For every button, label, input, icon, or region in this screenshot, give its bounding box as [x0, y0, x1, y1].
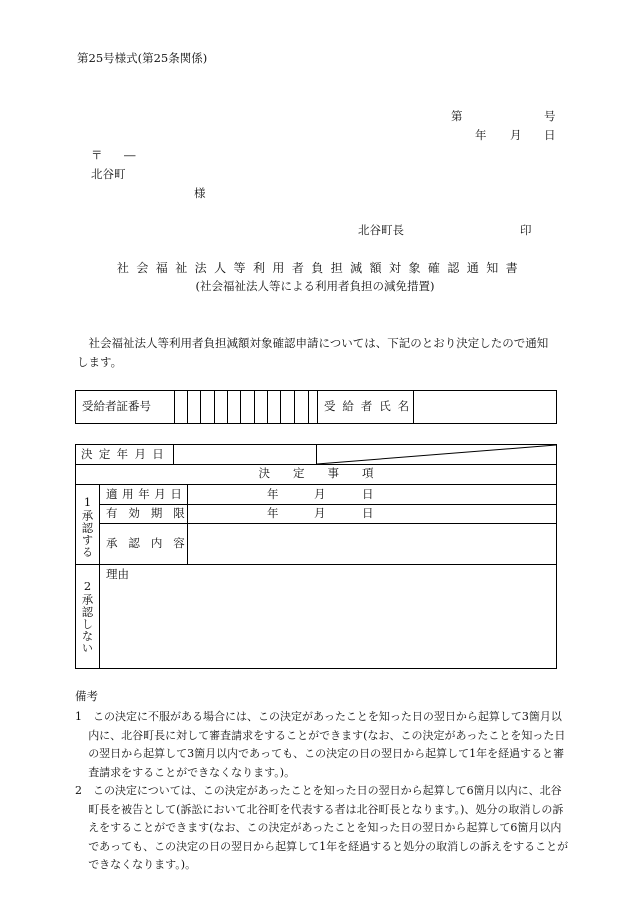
valid-month: 月 [314, 506, 326, 520]
remarks-heading: 備考 [75, 689, 98, 703]
cell-divider [99, 485, 100, 668]
digit-divider [280, 391, 281, 423]
cell-divider [413, 391, 414, 423]
row-divider [76, 564, 556, 565]
digit-divider [254, 391, 255, 423]
digit-divider [308, 391, 309, 423]
recipient-number-label: 受給者証番号 [82, 399, 151, 413]
date-year: 年 [475, 128, 487, 142]
date-month: 月 [510, 128, 522, 142]
row-divider [76, 464, 556, 465]
body-text: 社会福祉法人等利用者負担減額対象確認申請については、下記のとおり決定したので通知します。 [77, 336, 549, 369]
cell-divider [173, 445, 174, 465]
row-divider [99, 504, 556, 505]
recipient-name-label: 受給者氏名 [324, 399, 416, 413]
approval-content-label: 承認内容 [106, 536, 196, 550]
reason-label: 理由 [106, 567, 129, 581]
applicable-date-label: 適用年月日 [106, 487, 187, 501]
applicable-year: 年 [267, 487, 279, 501]
valid-year: 年 [267, 506, 279, 520]
digit-divider [240, 391, 241, 423]
date-day: 日 [544, 128, 556, 142]
honorific: 様 [194, 186, 206, 200]
decision-items-label: 決 定 事 項 [258, 466, 374, 480]
postal-mark: 〒 [91, 148, 103, 162]
document-title: 社会福祉法人等利用者負担減額対象確認通知書 [116, 261, 526, 275]
remark-item-2: 2 この決定については、この決定があったことを知った日の翌日から起算して6箇月以内に、北谷町長を被告として(訴訟において北谷町を代表する者は北谷町長となります。)、処分の取消しの訴えをすることができます(なお、この決定があったことを知った日の翌日から起算して6箇月以内であっても、この決定の日の翌日から起算して1年を経過すると処分の取消しの訴えをすることができなくなります。)。 [75, 784, 569, 871]
row-divider [76, 484, 556, 485]
valid-period-label: 有効期限 [106, 506, 196, 520]
decision-date-label: 決定年月日 [81, 447, 171, 461]
digit-divider [294, 391, 295, 423]
applicable-month: 月 [314, 487, 326, 501]
applicable-day: 日 [362, 487, 374, 501]
decision-table [75, 444, 557, 669]
cell-divider [174, 391, 175, 423]
document-subtitle: (社会福祉法人等による利用者負担の減免措置) [195, 279, 435, 293]
digit-divider [227, 391, 228, 423]
recipient-table [75, 390, 557, 424]
valid-day: 日 [362, 506, 374, 520]
diagonal-line [317, 445, 556, 465]
cell-divider [187, 485, 188, 565]
row-divider [99, 523, 556, 524]
issuer-name: 北谷町長 [358, 223, 404, 237]
digit-divider [267, 391, 268, 423]
cell-divider [317, 391, 318, 423]
form-id: 第25号様式(第25条関係) [77, 51, 208, 65]
recipient-address: 北谷町 [91, 167, 126, 181]
number-prefix: 第 [451, 109, 463, 123]
postal-dash: ― [124, 148, 136, 162]
digit-divider [214, 391, 215, 423]
remark-item-1: 1 この決定に不服がある場合には、この決定があったことを知った日の翌日から起算して3箇月以内に、北谷町長に対して審査請求をすることができます(なお、この決定があったことを知った日の翌日から起算して3箇月以内であっても、この決定の日の翌日から起算して1年を経過すると審査請求をすることができなくなります。)。 [75, 710, 566, 779]
not-approve-label: 2承認しない [80, 579, 95, 654]
number-suffix: 号 [544, 109, 556, 123]
seal-mark: 印 [520, 223, 532, 237]
approve-label: 1承認する [80, 495, 95, 558]
digit-divider [200, 391, 201, 423]
digit-divider [187, 391, 188, 423]
